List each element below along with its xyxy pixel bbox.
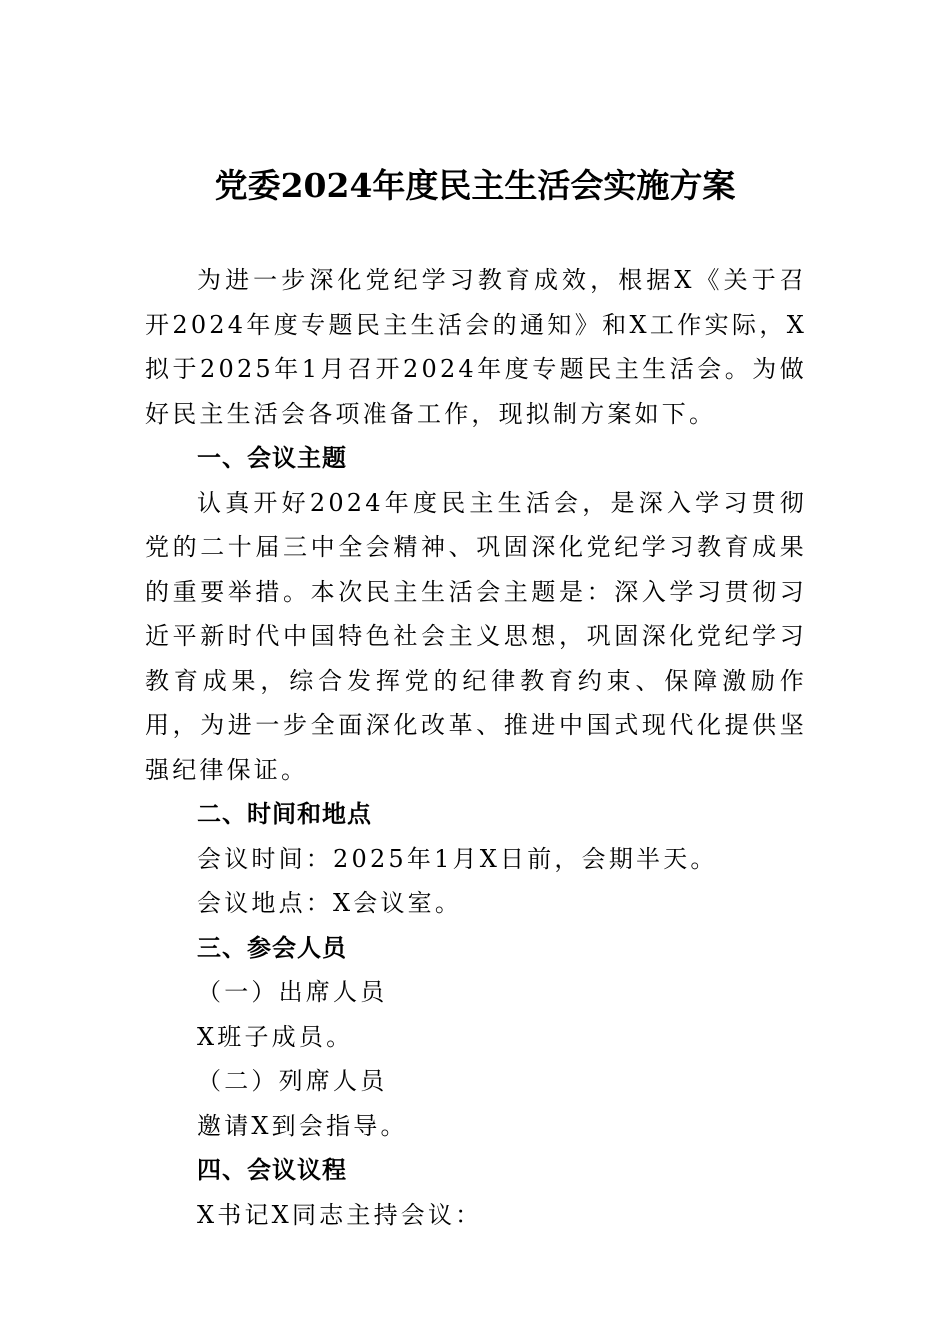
section-1-paragraph: 认真开好2024年度民主生活会，是深入学习贯彻党的二十届三中全会精神、巩固深化党纪学习教育成果的重要举措。本次民主生活会主题是：深入学习贯彻习近平新时代中国特色社会主义思想，巩固深化党纪学习教育成果，综合发挥党的纪律教育约束、保障激励作用，为进一步全面深化改革、推进中国式现代化提供坚强纪律保证。 <box>145 488 807 784</box>
meeting-time: 会议时间：2025年1月X日前，会期半天。 <box>197 844 718 873</box>
observers-subheading: （二）列席人员 <box>197 1067 388 1095</box>
attendees-subheading: （一）出席人员 <box>197 978 388 1006</box>
document-title: 党委2024年度民主生活会实施方案 <box>214 166 736 205</box>
meeting-place: 会议地点：X会议室。 <box>197 889 463 917</box>
section-2-heading: 二、时间和地点 <box>197 800 372 828</box>
document-body <box>145 258 807 1237</box>
observers-text: 邀请X到会指导。 <box>197 1111 408 1140</box>
agenda-text: X书记X同志主持会议： <box>197 1200 483 1229</box>
section-1-heading: 一、会议主题 <box>197 444 347 472</box>
attendees-text: X班子成员。 <box>197 1022 354 1051</box>
section-4-heading: 四、会议议程 <box>197 1156 347 1184</box>
section-3-heading: 三、参会人员 <box>197 933 347 962</box>
intro-paragraph: 为进一步深化党纪学习教育成效，根据X《关于召开2024年度专题民主生活会的通知》和X工作实际，X拟于2025年1月召开2024年度专题民主生活会。为做好民主生活会各项准备工作，现拟制方案如下。 <box>145 266 807 428</box>
